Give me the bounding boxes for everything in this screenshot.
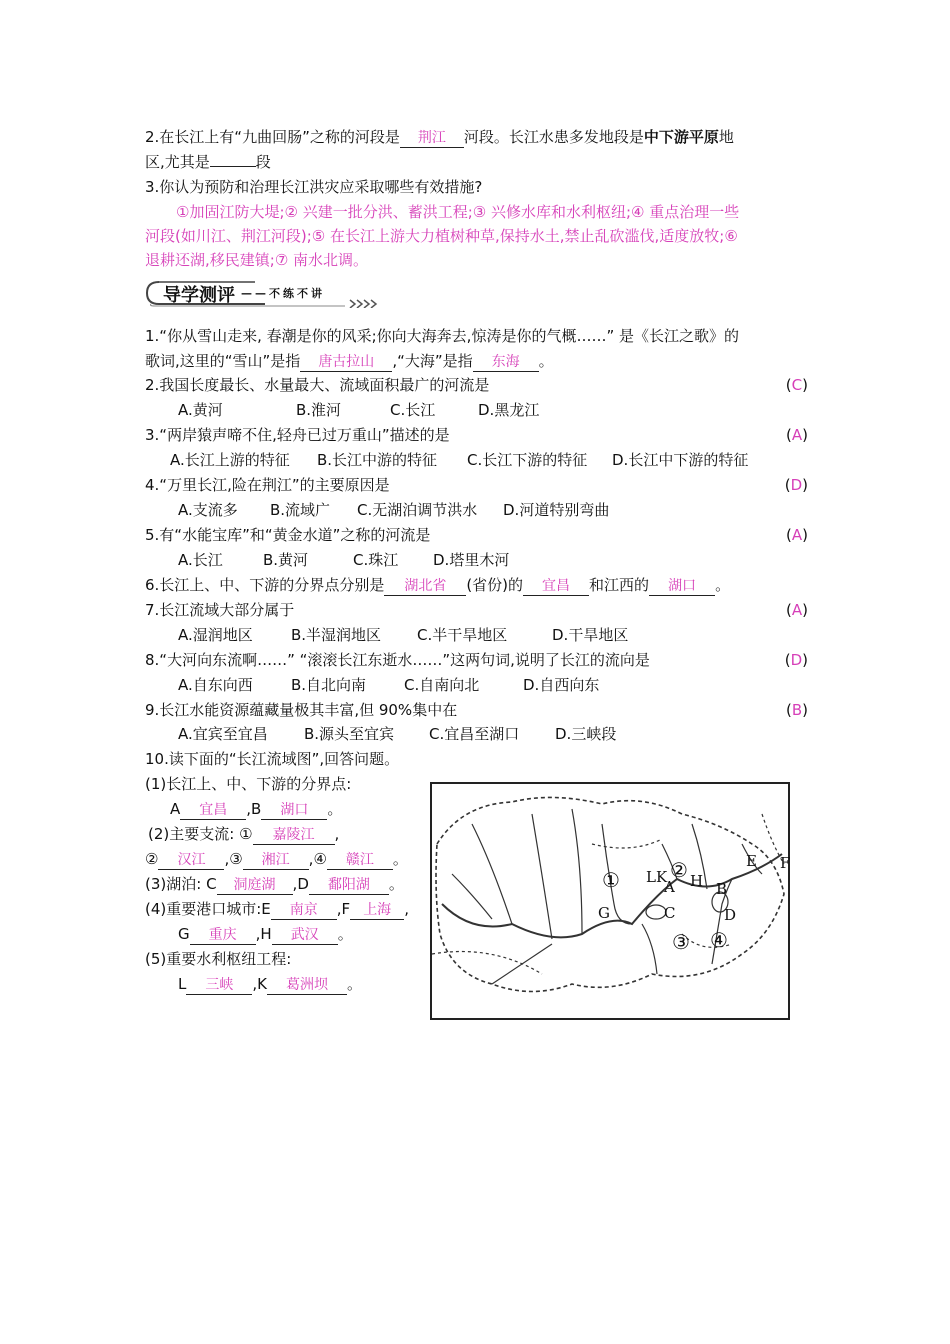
map-label-H: H: [690, 872, 704, 890]
quiz-q1-blank2: 东海: [473, 353, 539, 372]
quiz-q10-p3: (3)湖泊: C 洞庭湖 ,D 鄱阳湖 。: [145, 875, 404, 893]
quiz-q8-answer: (D): [784, 651, 808, 669]
quiz-q3-answer: (A): [786, 426, 808, 444]
map-label-A: A: [664, 878, 675, 896]
quiz-q8-options: A.自东向西 B.自北向南 C.自南向北 D.自西向东: [178, 676, 600, 694]
quiz-q4-answer: (D): [784, 476, 808, 494]
quiz-q2-options: A.黄河 B.淮河 C.长江 D.黑龙江: [178, 401, 540, 419]
quiz-q7-text: 7.长江流域大部分属于: [145, 601, 295, 619]
map-label-F: F: [780, 854, 791, 872]
map-label-L: L: [646, 868, 656, 886]
section-header: [145, 278, 380, 308]
quiz-q10-p1-answers: A 宜昌 ,B 湖口 。: [170, 800, 343, 818]
q3-question: 3.你认为预防和治理长江洪灾应采取哪些有效措施?: [145, 178, 483, 196]
quiz-q10-p2: (2)主要支流: ① 嘉陵江 ,: [148, 825, 340, 843]
map-label-D: D: [724, 906, 737, 924]
q2-blank2: [210, 166, 256, 167]
quiz-q10-p4: (4)重要港口城市:E 南京 ,F 上海 ,: [145, 900, 409, 918]
section-subtitle: ——不练不讲: [241, 287, 325, 300]
quiz-q10-p5-answers: L 三峡 ,K 葛洲坝 。: [178, 975, 362, 993]
quiz-q4-text: 4.“万里长江,险在荆江”的主要原因是: [145, 476, 390, 494]
quiz-q1-blank1: 唐古拉山: [300, 353, 392, 372]
map-label-c4: ④: [710, 928, 728, 952]
quiz-q6-blank2: 宜昌: [523, 577, 589, 596]
quiz-q10-text: 10.读下面的“长江流域图”,回答问题。: [145, 750, 400, 768]
q3-answer-line1: ①加固江防大堤;② 兴建一批分洪、蓄洪工程;③ 兴修水库和水利枢纽;④ 重点治理一些: [176, 203, 740, 221]
quiz-q5-options: A.长江 B.黄河 C.珠江 D.塔里木河: [178, 551, 510, 569]
quiz-q9-answer: (B): [785, 701, 808, 719]
quiz-q5-answer: (A): [786, 526, 808, 544]
map-drawing: [432, 784, 791, 1018]
map-label-B: B: [716, 880, 728, 898]
section-title: 导学测评: [163, 285, 235, 306]
quiz-q6-blank3: 湖口: [649, 577, 715, 596]
quiz-q3-text: 3.“两岸猿声啼不住,轻舟已过万重山”描述的是: [145, 426, 450, 444]
quiz-q6: 6.长江上、中、下游的分界点分别是 湖北省 (省份)的 宜昌 和江西的 湖口 。: [145, 576, 731, 594]
quiz-q8-text: 8.“大河向东流啊……” “滚滚长江东逝水……”这两句词,说明了长江的流向是: [145, 651, 650, 669]
quiz-q7-options: A.湿润地区 B.半湿润地区 C.半干旱地区 D.干旱地区: [178, 626, 629, 644]
quiz-q10-p1: (1)长江上、中、下游的分界点:: [145, 775, 352, 793]
q2-blank1: 荆江: [400, 129, 464, 148]
map-label-c3: ③: [672, 930, 690, 954]
map-label-E: E: [746, 852, 757, 870]
quiz-q2-text: 2.我国长度最长、水量最大、流域面积最广的河流是: [145, 376, 490, 394]
quiz-q3-options: A.长江上游的特征 B.长江中游的特征 C.长江下游的特征 D.长江中下游的特征: [170, 451, 749, 469]
quiz-q1-line1: 1.“你从雪山走来, 春潮是你的风采;你向大海奔去,惊涛是你的气概……” 是《长江之歌》的: [145, 327, 739, 345]
quiz-q10-p4-line2: G 重庆 ,H 武汉 。: [178, 925, 353, 943]
quiz-q7-answer: (A): [786, 601, 808, 619]
quiz-q6-blank1: 湖北省: [384, 577, 466, 596]
q3-answer-line3: 退耕还湖,移民建镇;⑦ 南水北调。: [145, 251, 369, 269]
quiz-q1-line2: 歌词,这里的“雪山”是指 唐古拉山 ,“大海”是指 东海 。: [145, 352, 554, 370]
quiz-q9-options: A.宜宾至宜昌 B.源头至宜宾 C.宜昌至湖口 D.三峡段: [178, 725, 617, 743]
q2-line2: 区,尤其是 段: [145, 153, 271, 171]
quiz-q5-text: 5.有“水能宝库”和“黄金水道”之称的河流是: [145, 526, 431, 544]
map-label-c2: ②: [670, 858, 688, 882]
quiz-q10-p2-line2: ② 汉江 ,③ 湘江 ,④ 赣江 。: [145, 850, 408, 868]
quiz-q9-text: 9.长江水能资源蕴藏量极其丰富,但 90%集中在: [145, 701, 458, 719]
quiz-q10-p5: (5)重要水利枢纽工程:: [145, 950, 292, 968]
q3-answer-line2: 河段(如川江、荆江河段);⑤ 在长江上游大力植树种草,保持水土,禁止乱砍滥伐,适度放牧;⑥: [145, 227, 738, 245]
map-label-C: C: [664, 904, 676, 922]
q2-line1: 2.在长江上有“九曲回肠”之称的河段是 荆江 河段。长江水患多发地段是中下游平原地: [145, 128, 734, 146]
map-label-K: K: [656, 868, 668, 886]
map-label-c1: ①: [602, 868, 620, 892]
map-label-G: G: [598, 904, 610, 922]
quiz-q4-options: A.支流多 B.流域广 C.无湖泊调节洪水 D.河道特别弯曲: [178, 501, 610, 519]
yangtze-basin-map: [430, 782, 790, 1020]
quiz-q2-answer: (C): [785, 376, 808, 394]
